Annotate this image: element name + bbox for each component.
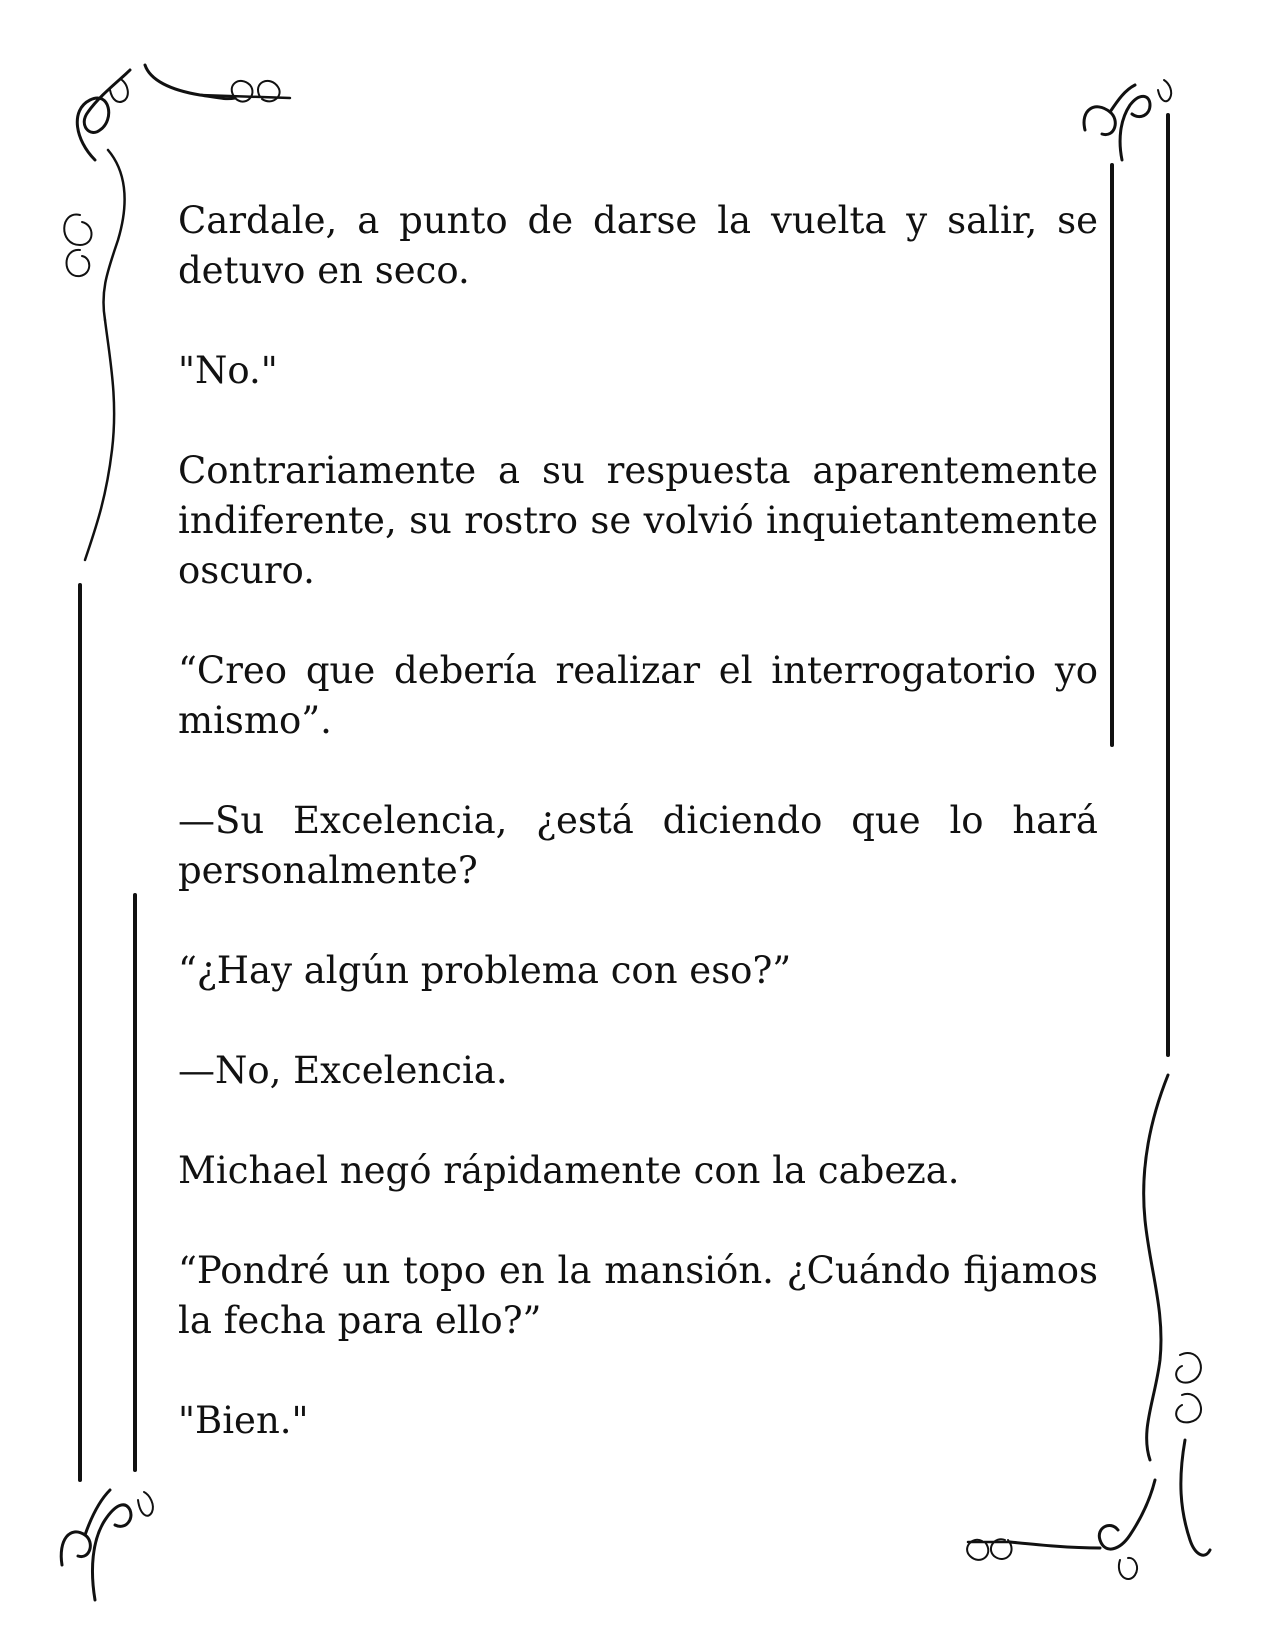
paragraph-7: —No, Excelencia. — [178, 1049, 508, 1092]
page-body — [178, 196, 1098, 1496]
paragraph-8: Michael negó rápidamente con la cabeza. — [178, 1149, 960, 1192]
paragraph-9: “Pondré un topo en la mansión. ¿Cuándo fijamos la fecha para ello?” — [178, 1249, 1098, 1342]
ornament-bottom-left — [61, 1490, 153, 1600]
paragraph-1: Cardale, a punto de darse la vuelta y salir, se detuvo en seco. — [178, 199, 1098, 292]
paragraph-4: “Creo que debería realizar el interrogatorio yo mismo”. — [178, 649, 1098, 742]
paragraph-3: Contrariamente a su respuesta aparentemente indiferente, su rostro se volvió inquietantemente oscuro. — [178, 449, 1098, 592]
paragraph-5: —Su Excelencia, ¿está diciendo que lo hará personalmente? — [178, 799, 1098, 892]
paragraph-2: "No." — [178, 349, 278, 392]
paragraph-6: “¿Hay algún problema con eso?” — [178, 949, 792, 992]
paragraph-10: "Bien." — [178, 1399, 309, 1442]
